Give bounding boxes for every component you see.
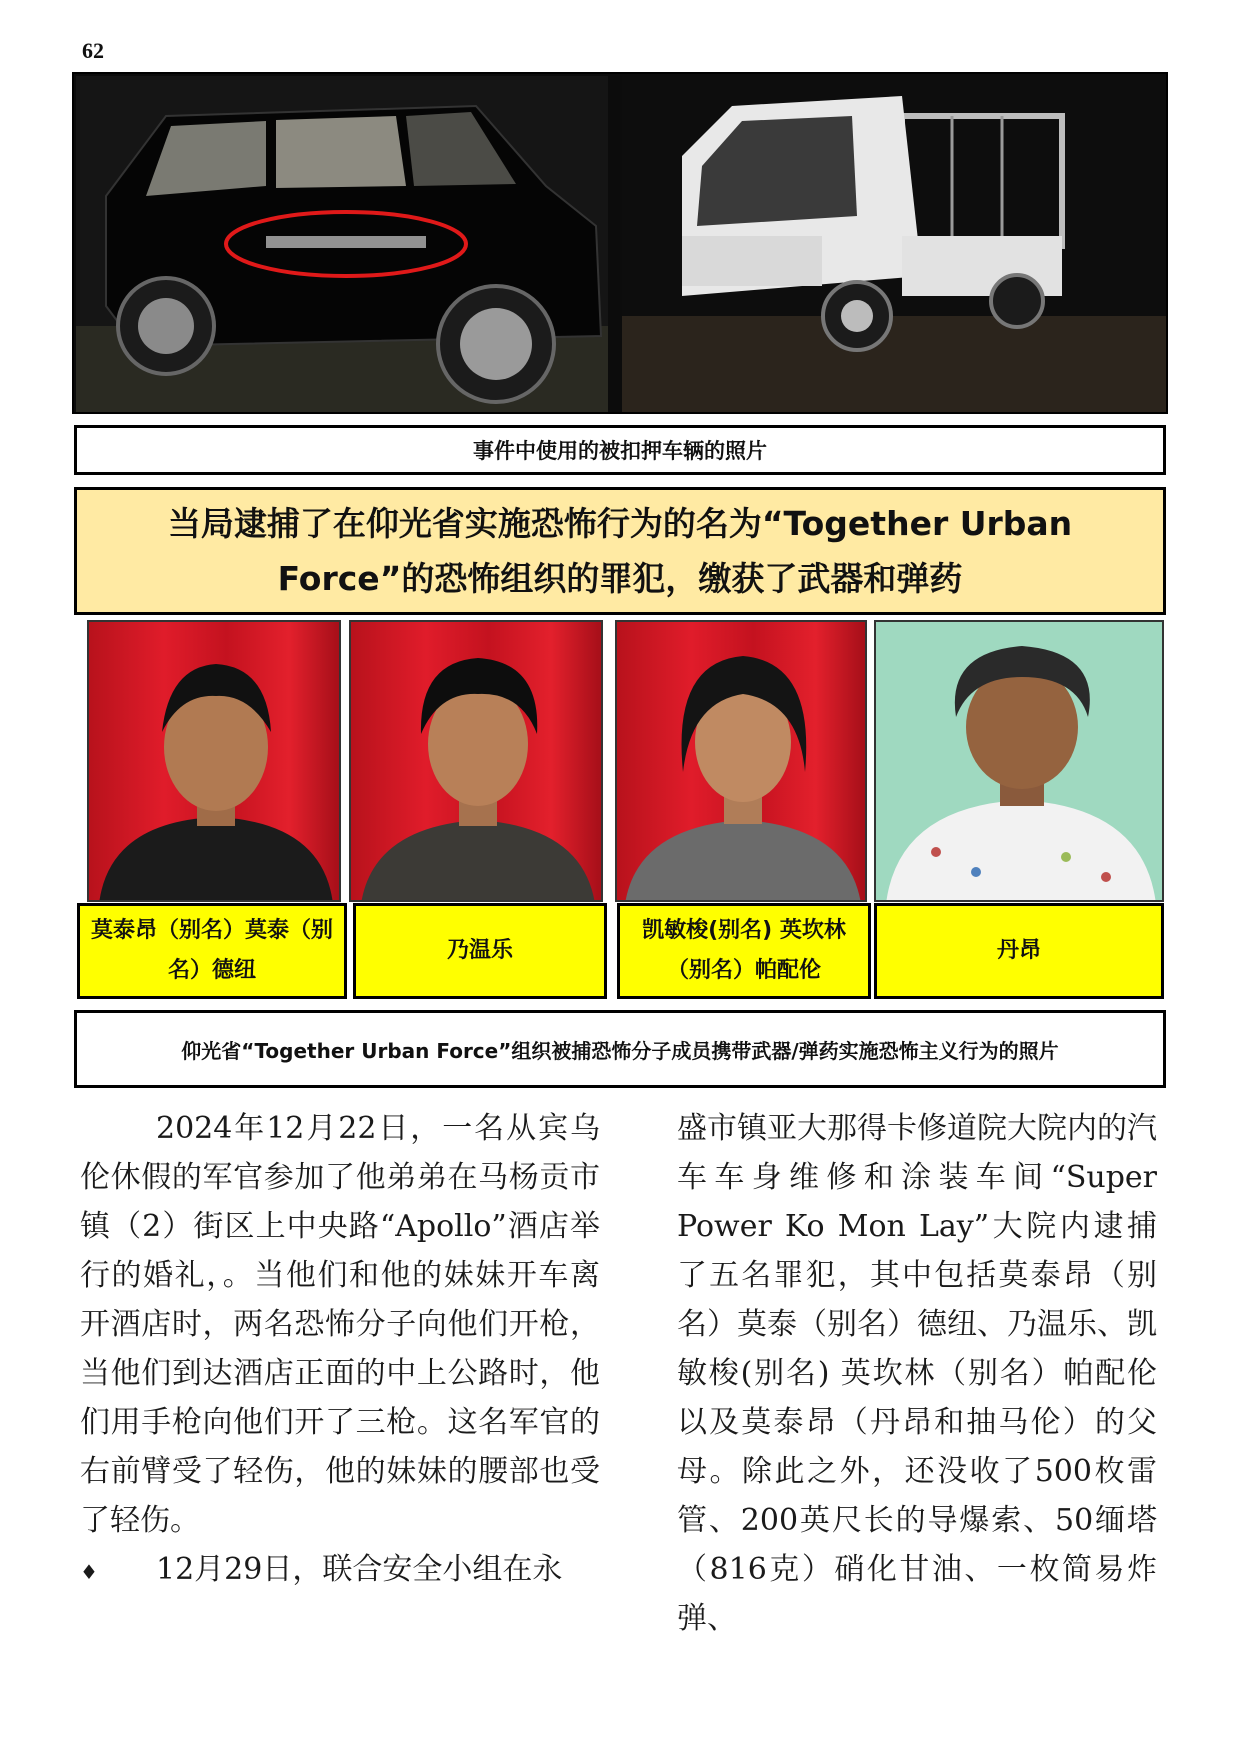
suspect-photo-2 bbox=[349, 620, 603, 902]
article-paragraph: 2024年12月22日，一名从宾乌伦休假的军官参加了他弟弟在马杨贡市镇（2）街区上中央路“Apollo”酒店举行的婚礼，。当他们和他的妹妹开车离开酒店时，两名恐怖分子向他们开枪，当他们到达酒店正面的中上公路时，他们用手枪向他们开了三枪。这名军官的右前臂受了轻伤，他的妹妹的腰部也受了轻伤。 bbox=[80, 1111, 600, 1538]
suspect-name-1: 莫泰昂（别名）莫泰（别名）德纽 bbox=[77, 903, 347, 999]
person-portrait-icon bbox=[617, 622, 867, 902]
black-suv-icon bbox=[76, 76, 608, 412]
page-number: 62 bbox=[82, 38, 104, 63]
article-left-column bbox=[80, 1104, 600, 1597]
person-portrait-icon bbox=[351, 622, 603, 902]
suspect-name-4: 丹昂 bbox=[874, 903, 1164, 999]
suspect-photo-4 bbox=[874, 620, 1164, 902]
diamond-bullet-icon: ♦ bbox=[80, 1560, 98, 1584]
suspect-photo-3 bbox=[615, 620, 867, 902]
suspect-photo-1 bbox=[87, 620, 341, 902]
bullet-text: 12月29日，联合安全小组在永 bbox=[156, 1552, 563, 1587]
headline: 当局逮捕了在仰光省实施恐怖行为的名为“Together Urban Force”的恐怖组织的罪犯，缴获了武器和弹药 bbox=[74, 487, 1166, 615]
article-paragraph-continued: 盛市镇亚大那得卡修道院大院内的汽车车身维修和涂装车间“Super Power Ko Mon Lay”大院内逮捕了五名罪犯，其中包括莫泰昂（别名）莫泰（别名）德纽、乃温乐、凯敏梭(别名) 英坎林（别名）帕配伦以及莫泰昂（丹昂和抽马伦）的父母。除此之外，还没收了500枚雷管、200英尺长的导爆索、50缅塔（816克）硝化甘油、一枚简易炸弹、 bbox=[677, 1111, 1157, 1636]
suspect-name-3: 凯敏梭(别名) 英坎林（别名）帕配伦 bbox=[617, 903, 871, 999]
white-pickup-photo bbox=[622, 76, 1166, 412]
person-portrait-icon bbox=[876, 622, 1164, 902]
black-suv-photo bbox=[76, 76, 608, 412]
bullet-item bbox=[80, 1545, 600, 1597]
vehicle-photo-caption: 事件中使用的被扣押车辆的照片 bbox=[74, 425, 1166, 475]
article-right-column bbox=[677, 1104, 1157, 1643]
suspect-name-2: 乃温乐 bbox=[353, 903, 607, 999]
vehicle-photo-strip bbox=[72, 72, 1168, 414]
white-pickup-truck-icon bbox=[622, 76, 1166, 412]
suspects-photo-caption: 仰光省“Together Urban Force”组织被捕恐怖分子成员携带武器/弹药实施恐怖主义行为的照片 bbox=[74, 1010, 1166, 1088]
person-portrait-icon bbox=[89, 622, 341, 902]
